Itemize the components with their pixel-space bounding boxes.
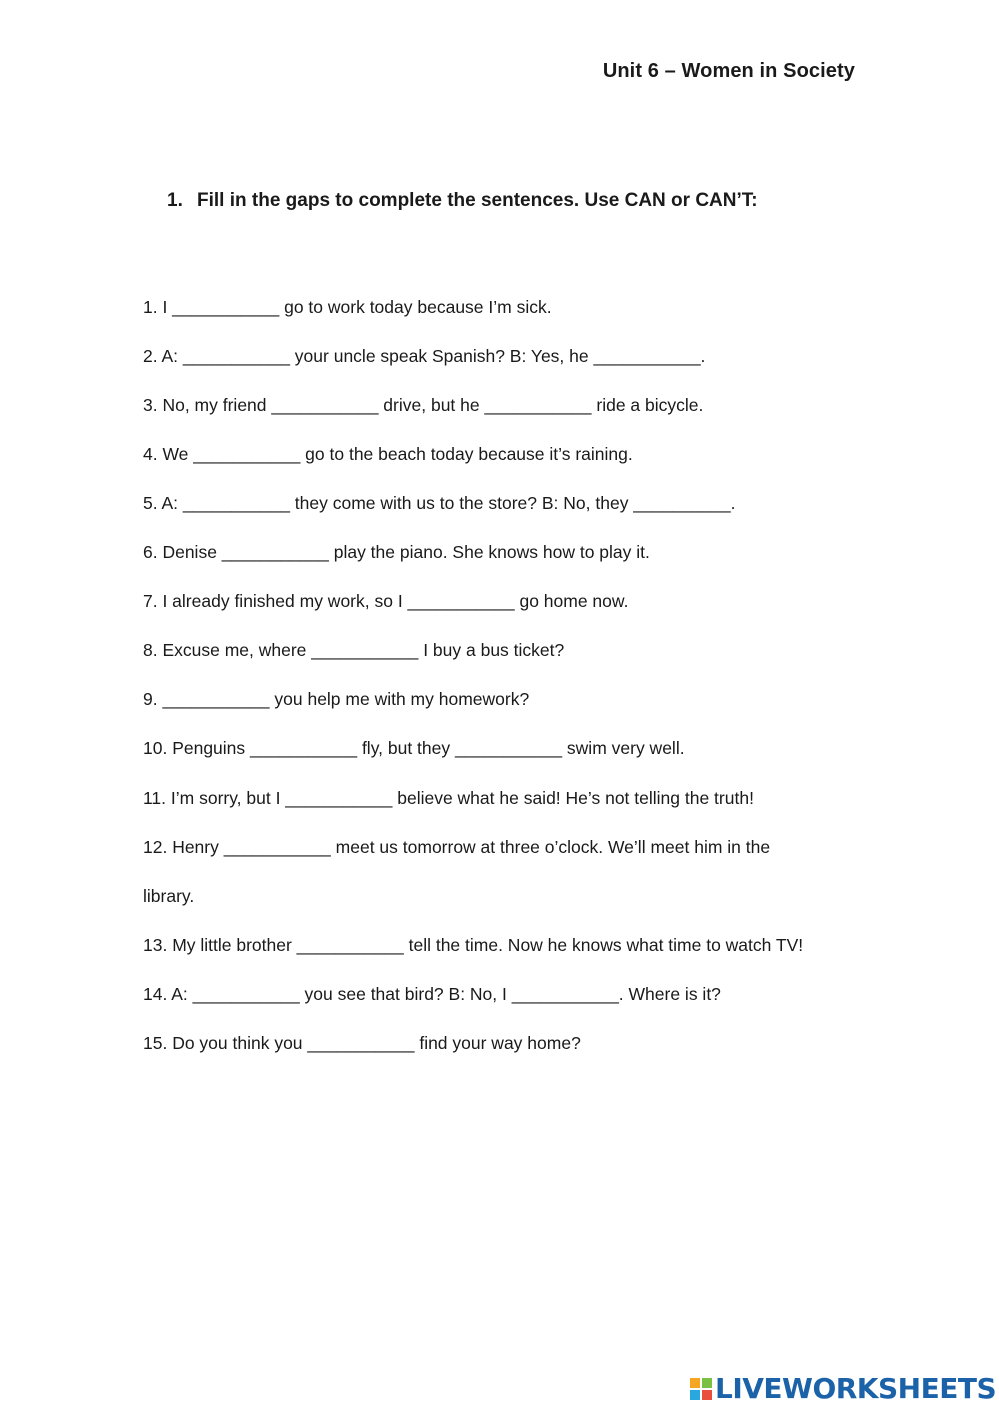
- sentence-2: 2. A: ___________ your uncle speak Spanish? B: Yes, he ___________.: [143, 346, 706, 366]
- sentence-1: 1. I ___________ go to work today because I’m sick.: [143, 297, 552, 317]
- sentence-7: 7. I already finished my work, so I ___________ go home now.: [143, 591, 629, 611]
- instruction-number: 1.: [167, 190, 183, 211]
- exercise-instruction: [167, 190, 758, 212]
- liveworksheets-logo-icon: [690, 1378, 712, 1400]
- page-title: Unit 6 – Women in Society: [602, 60, 855, 82]
- liveworksheets-logo: [690, 1374, 996, 1404]
- sentence-10: 10. Penguins ___________ fly, but they ___________ swim very well.: [143, 738, 685, 758]
- instruction-text: Fill in the gaps to complete the sentences. Use CAN or CAN’T:: [197, 190, 758, 211]
- sentence-12-continued: library.: [143, 886, 195, 906]
- sentence-15: 15. Do you think you ___________ find your way home?: [143, 1033, 581, 1053]
- sentence-12: 12. Henry ___________ meet us tomorrow at three o’clock. We’ll meet him in the: [143, 837, 771, 857]
- sentence-14: 14. A: ___________ you see that bird? B: No, I ___________. Where is it?: [143, 984, 721, 1004]
- sentence-13: 13. My little brother ___________ tell the time. Now he knows what time to watch TV!: [143, 935, 804, 955]
- sentence-6: 6. Denise ___________ play the piano. She knows how to play it.: [143, 542, 650, 562]
- sentence-4: 4. We ___________ go to the beach today because it’s raining.: [143, 444, 633, 464]
- sentence-5: 5. A: ___________ they come with us to the store? B: No, they __________.: [143, 493, 736, 513]
- sentence-3: 3. No, my friend ___________ drive, but he ___________ ride a bicycle.: [143, 395, 704, 415]
- liveworksheets-logo-text: LIVEWORKSHEETS: [715, 1372, 997, 1405]
- sentence-9: 9. ___________ you help me with my homework?: [143, 689, 530, 709]
- sentence-11: 11. I’m sorry, but I ___________ believe what he said! He’s not telling the truth!: [143, 788, 754, 808]
- sentence-8: 8. Excuse me, where ___________ I buy a bus ticket?: [143, 640, 565, 660]
